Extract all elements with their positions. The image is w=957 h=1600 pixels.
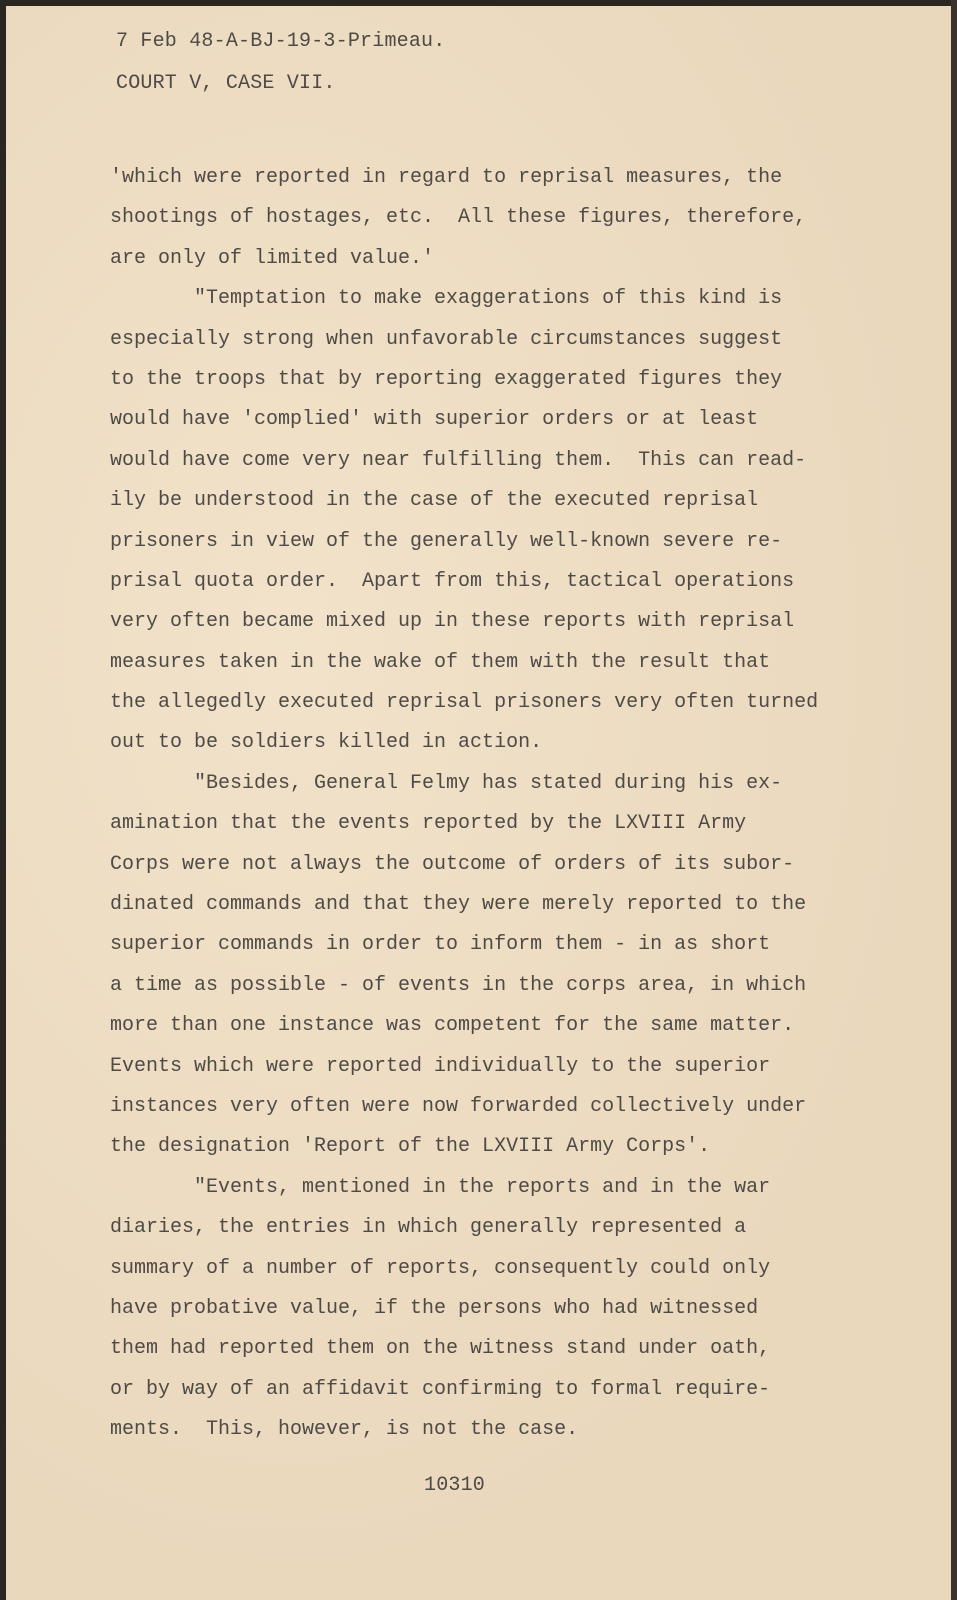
text-line: "Temptation to make exaggerations of this kind is <box>194 287 783 311</box>
text-line: very often became mixed up in these reports with reprisal <box>110 610 795 634</box>
text-line: them had reported them on the witness stand under oath, <box>110 1337 771 1361</box>
text-line: amination that the events reported by the LXVIII Army <box>110 812 747 836</box>
page-number: 10310 <box>424 1474 486 1497</box>
text-line: are only of limited value.' <box>110 246 435 270</box>
document-reference: 7 Feb 48-A-BJ-19-3-Primeau. <box>116 30 446 53</box>
text-line: the allegedly executed reprisal prisoners very often turned <box>110 691 819 715</box>
text-line: instances very often were now forwarded collectively under <box>110 1094 807 1118</box>
text-line: especially strong when unfavorable circumstances suggest <box>110 327 783 351</box>
text-line: 'which were reported in regard to reprisal measures, the <box>110 166 783 189</box>
text-line: out to be soldiers killed in action. <box>110 731 543 755</box>
text-line: more than one instance was competent for the same matter. <box>110 1014 795 1038</box>
text-line: a time as possible - of events in the corps area, in which <box>110 973 807 997</box>
text-line: diaries, the entries in which generally represented a <box>110 1216 747 1240</box>
text-line: prisal quota order. Apart from this, tactical operations <box>110 569 795 593</box>
text-line: superior commands in order to inform them - in as short <box>110 933 771 957</box>
court-case-heading: COURT V, CASE VII. <box>116 72 336 95</box>
document-body <box>110 158 818 1451</box>
text-line: or by way of an affidavit confirming to formal require- <box>110 1377 771 1401</box>
text-line: dinated commands and that they were merely reported to the <box>110 893 807 917</box>
text-line: "Besides, General Felmy has stated during his ex- <box>194 771 783 795</box>
text-line: would have come very near fulfilling them. This can read- <box>110 448 807 472</box>
text-line: would have 'complied' with superior orders or at least <box>110 408 759 432</box>
text-line: summary of a number of reports, consequently could only <box>110 1256 771 1280</box>
text-line: shootings of hostages, etc. All these figures, therefore, <box>110 206 807 230</box>
text-line: to the troops that by reporting exaggerated figures they <box>110 367 783 391</box>
text-line: "Events, mentioned in the reports and in the war <box>194 1175 771 1199</box>
scan-edge <box>951 0 957 1600</box>
text-line: Events which were reported individually to the superior <box>110 1054 771 1078</box>
text-line: Corps were not always the outcome of orders of its subor- <box>110 852 795 876</box>
text-line: prisoners in view of the generally well-known severe re- <box>110 529 783 553</box>
document-page <box>6 6 951 1600</box>
text-line: have probative value, if the persons who had witnessed <box>110 1296 759 1320</box>
text-line: ments. This, however, is not the case. <box>110 1418 579 1442</box>
text-line: the designation 'Report of the LXVIII Army Corps'. <box>110 1135 711 1159</box>
text-line: measures taken in the wake of them with the result that <box>110 650 771 674</box>
text-line: ily be understood in the case of the executed reprisal <box>110 489 759 513</box>
